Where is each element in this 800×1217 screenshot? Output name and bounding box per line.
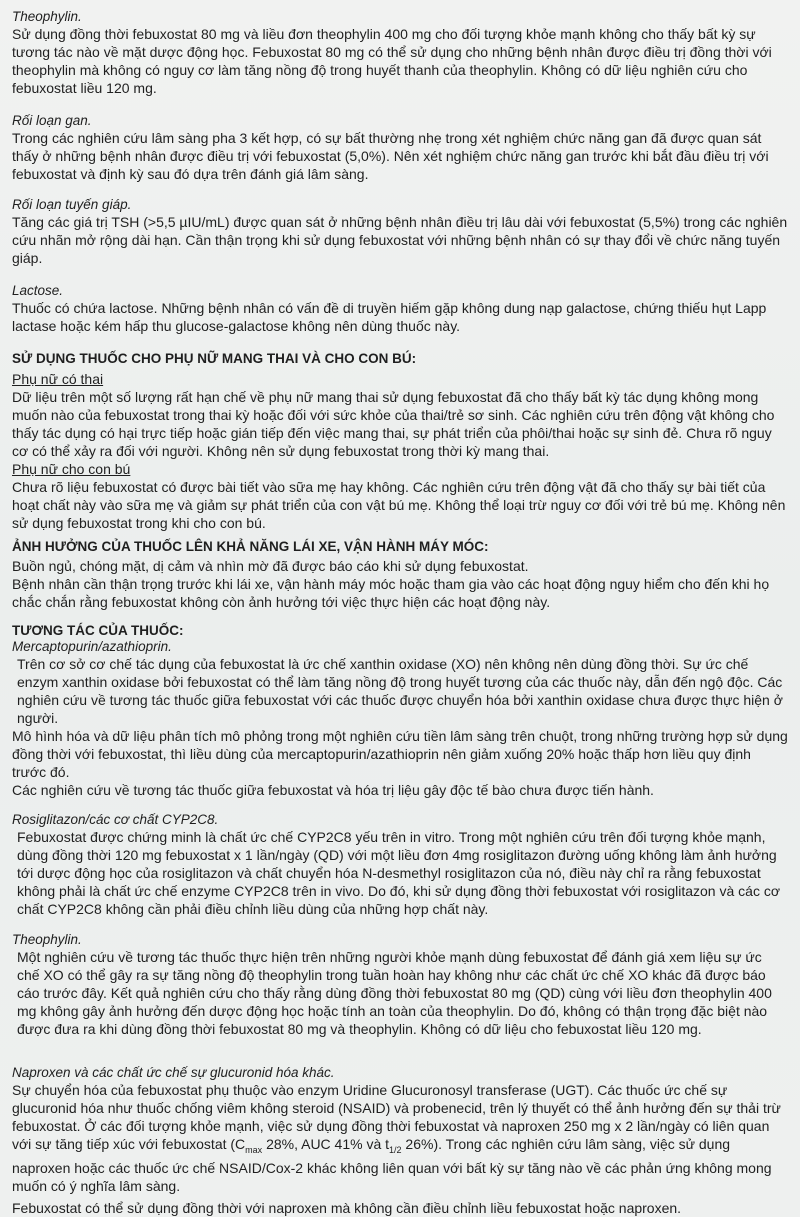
naproxen-text-c: 26%). Trong các nghiên cứu lâm sàng, việc sử dụng naproxen hoặc các thuốc ức chế NSAID/Cox-2 khác không liên quan với bất kỳ sự tăng nào về các phản ứng không mong muốn có ý nghĩa lâm sàng. (12, 1136, 772, 1194)
section-interactions (12, 622, 788, 799)
section-naproxen (12, 1065, 788, 1217)
section-heading: TƯƠNG TÁC CỦA THUỐC: (12, 623, 184, 638)
section-title: Rối loạn tuyến giáp. (12, 197, 132, 212)
rosiglitazon-text: Febuxostat được chứng minh là chất ức chế CYP2C8 yếu trên in vitro. Trong một nghiên cứu trên đối tượng khỏe mạnh, dùng đồng thời 120 mg febuxostat x 1 lần/ngày (QD) với một liều đơn 4mg rosiglitazon đường uống không làm ảnh hưởng tới dược động học của rosiglitazon và chất chuyển hóa N-desmethyl rosiglitazon của nó, điều này chỉ ra rằng febuxostat không phải là chất ức chế enzyme CYP2C8 trên in vivo. Do đó, khi sử dụng đồng thời febuxostat với rosiglitazon và các cơ chất CYP2C8 không cần phải điều chỉnh liều dùng của những hợp chất này. (17, 829, 781, 917)
mercaptopurin-text-1: Trên cơ sở cơ chế tác dụng của febuxostat là ức chế xanthin oxidase (XO) nên không nên dùng đồng thời. Sự ức chế enzym xanthin oxidase bởi febuxostat có thể làm tăng nồng độ trong huyết tương của các thuốc này, dẫn đến ngộ độc. Các nghiên cứu về tương tác thuốc giữa febuxostat với các thuốc được chuyển hóa bởi xanthin oxidase chưa được thực hiện ở người. (17, 656, 783, 726)
naproxen-title: Naproxen và các chất ức chế sự glucuronid hóa khác. (12, 1065, 335, 1080)
driving-line-1: Buồn ngủ, chóng mặt, dị cảm và nhìn mờ đã được báo cáo khi sử dụng febuxostat. (12, 558, 529, 574)
mercaptopurin-text-2: Mô hình hóa và dữ liệu phân tích mô phỏng trong một nghiên cứu tiền lâm sàng trên chuột, trong những trường hợp sử dụng đồng thời với febuxostat, thì liều dùng của mercaptopurin/azathioprin nên giảm xuống 20% hoặc thấp hơn liều quy định trước đó. (12, 728, 788, 780)
section-pregnancy-lactation (12, 350, 788, 532)
driving-line-2: Bệnh nhân cần thận trọng trước khi lái xe, vận hành máy móc hoặc tham gia vào các hoạt động nguy hiểm cho đến khi họ chắc chắn rằng febuxostat không còn ảnh hưởng tới việc thực hiện các hoạt động này. (12, 576, 770, 610)
subheading-pregnant-women: Phụ nữ có thai (12, 371, 104, 387)
half-life-subscript: 1/2 (389, 1144, 402, 1155)
section-text: Sử dụng đồng thời febuxostat 80 mg và liều đơn theophylin 400 mg cho đối tượng khỏe mạnh không cho thấy bất kỳ sự tương tác nào về mặt dược động học. Febuxostat 80 mg có thể sử dụng cho những bệnh nhân được điều trị đồng thời với theophylin mà không có nguy cơ làm tăng nồng độ trong huyết thanh của theophylin. Không có dữ liệu nghiên cứu cho febuxostat liều 120 mg. (12, 26, 772, 96)
mercaptopurin-title: Mercaptopurin/azathioprin. (12, 639, 172, 654)
theophylin-text: Một nghiên cứu về tương tác thuốc thực hiện trên những người khỏe mạnh dùng febuxostat để đánh giá xem liệu sự ức chế XO có thể gây ra sự tăng nồng độ theophylin trong tuần hoàn hay không như các chất ức chế XO khác đã được báo cáo trước đây. Kết quả nghiên cứu cho thấy rằng dùng đồng thời febuxostat 80 mg (QD) cùng với liều đơn theophylin 400 mg không gây ảnh hưởng đến dược động học hoặc tính an toàn của theophylin. Do đó, không có thận trọng đặc biệt nào được đưa ra khi dùng đồng thời febuxostat 80 mg và theophylin. Không có dữ liệu cho febuxostat liều 120 mg. (17, 949, 772, 1037)
rosiglitazon-title: Rosiglitazon/các cơ chất CYP2C8. (12, 812, 219, 827)
subheading-breastfeeding: Phụ nữ cho con bú (12, 461, 131, 477)
section-theophylin-interaction (12, 932, 788, 1038)
theophylin-title: Theophylin. (12, 932, 82, 947)
section-title: Rối loạn gan. (12, 113, 92, 128)
section-title: Theophylin. (12, 9, 82, 24)
section-title: Lactose. (12, 283, 64, 298)
breastfeeding-text: Chưa rõ liệu febuxostat có được bài tiết vào sữa mẹ hay không. Các nghiên cứu trên động vật đã cho thấy sự bài tiết của hoạt chất này vào sữa mẹ và giảm sự phát triển của con vật bú mẹ. Không thể loại trừ nguy cơ đối với trẻ bú mẹ. Không nên sử dụng febuxostat trong khi cho con bú. (12, 479, 786, 531)
section-text: Tăng các giá trị TSH (>5,5 µIU/mL) được quan sát ở những bệnh nhân điều trị lâu dài với febuxostat (5,5%) trong các nghiên cứu nhãn mở rộng dài hạn. Cần thận trọng khi sử dụng febuxostat với những bệnh nhân có sự thay đổi về chức năng tuyến giáp. (12, 214, 788, 266)
section-theophylin-warning (12, 9, 788, 97)
section-rosiglitazon (12, 812, 788, 918)
section-lactose (12, 283, 788, 335)
section-heading: ẢNH HƯỞNG CỦA THUỐC LÊN KHẢ NĂNG LÁI XE, VẬN HÀNH MÁY MÓC: (12, 539, 489, 554)
section-driving (12, 538, 788, 611)
naproxen-final-text: Febuxostat có thể sử dụng đồng thời với naproxen mà không cần điều chỉnh liều febuxostat hoặc naproxen. (12, 1199, 682, 1216)
naproxen-text-a: Sự chuyển hóa của febuxostat phụ thuộc vào enzym Uridine Glucuronosyl transferase (UGT). Các thuốc ức chế sự glucuronid hóa như thuốc chống viêm không steroid (NSAID) và probenecid, trên lý thuyết có thể ảnh hưởng đến sự thải trừ febuxostat. Ở các đối tượng khỏe mạnh, việc sử dụng đồng thời febuxostat và naproxen 250 mg x 2 lần/ngày có liên quan với sự tăng tiếp xúc với febuxostat (C (12, 1082, 781, 1152)
section-text: Trong các nghiên cứu lâm sàng pha 3 kết hợp, có sự bất thường nhẹ trong xét nghiệm chức năng gan đã được quan sát thấy ở những bệnh nhân được điều trị với febuxostat (5,0%). Nên xét nghiệm chức năng gan trước khi bắt đầu điều trị với febuxostat và định kỳ sau đó dựa trên đánh giá lâm sàng. (12, 130, 769, 182)
section-liver-disorder (12, 113, 788, 183)
naproxen-text-b: 28%, AUC 41% và t (262, 1136, 390, 1152)
mercaptopurin-text-3: Các nghiên cứu về tương tác thuốc giữa febuxostat và hóa trị liệu gây độc tế bào chưa được tiến hành. (12, 782, 654, 798)
section-text: Thuốc có chứa lactose. Những bệnh nhân có vấn đề di truyền hiếm gặp không dung nạp galactose, chứng thiếu hụt Lapp lactase hoặc kém hấp thu glucose-galactose không nên dùng thuốc này. (12, 300, 767, 334)
cmax-subscript: max (245, 1144, 263, 1155)
naproxen-text (12, 1081, 788, 1195)
section-heading: SỬ DỤNG THUỐC CHO PHỤ NỮ MANG THAI VÀ CHO CON BÚ: (12, 351, 417, 366)
pregnant-women-text: Dữ liệu trên một số lượng rất hạn chế về phụ nữ mang thai sử dụng febuxostat đã cho thấy bất kỳ tác dụng không mong muốn nào của febuxostat trong thai kỳ hoặc đối với sức khỏe của thai/trẻ sơ sinh. Các nghiên cứu trên động vật không cho thấy tác dụng có hại trực tiếp hoặc gián tiếp đến việc mang thai, sự phát triển của phôi/thai hoặc sự sinh đẻ. Chưa rõ nguy cơ có thể xảy ra đối với người. Không nên sử dụng febuxostat trong thời kỳ mang thai. (12, 389, 775, 459)
section-thyroid-disorder (12, 197, 788, 267)
